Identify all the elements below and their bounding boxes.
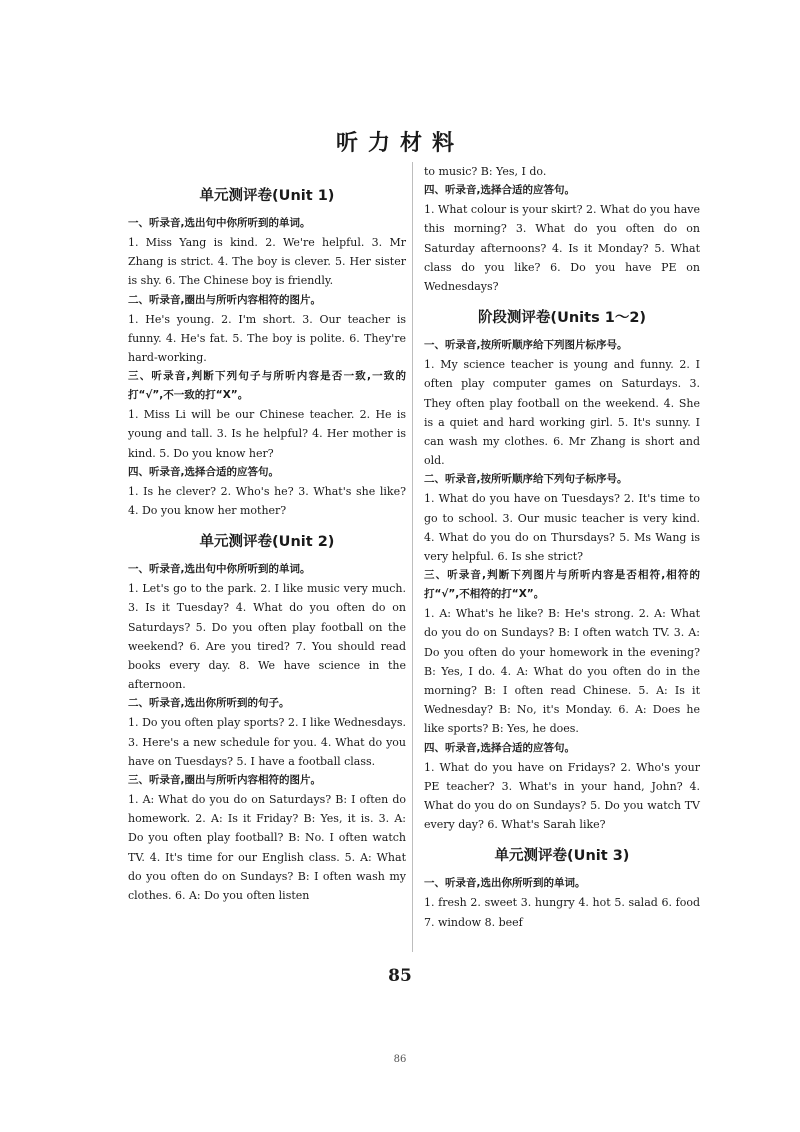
question-heading: 二、听录音,选出你所听到的句子。 [128, 697, 290, 710]
section-title: 单元测评卷(Unit 3) [494, 848, 630, 865]
question-heading: 三、听录音,圈出与所听内容相符的图片。 [128, 774, 321, 787]
transcript-paragraph: 1. A: What's he like? B: He's strong. 2. A: What do you do on Sundays? B: I often watch TV. 3. A: Do you often do your homework in the evening? B: Yes, I do. 4. A: What do you often do in the morning? B: I often read Chinese. 5. A: Is it Wednesday? B: No, it's Monday. 6. A: Does he like sports? B: Yes, he does. [424, 607, 700, 736]
transcript-paragraph: to music? B: Yes, I do. [424, 165, 547, 178]
page-title: 听力材料 [335, 131, 464, 156]
transcript-paragraph: 1. Is he clever? 2. Who's he? 3. What's she like? 4. Do you know her mother? [128, 484, 406, 518]
question-heading: 一、听录音,选出你所听到的单词。 [424, 877, 586, 890]
transcript-paragraph: 1. He's young. 2. I'm short. 3. Our teacher is funny. 4. He's fat. 5. The boy is polite. 6. They're hard-working. [128, 312, 406, 365]
transcript-paragraph: 1. Miss Yang is kind. 2. We're helpful. 3. Mr Zhang is strict. 4. The boy is clever. 5. Her sister is shy. 6. The Chinese boy is friendly. [128, 236, 406, 288]
question-heading: 三、听录音,判断下列图片与所听内容是否相符,相符的打“√”,不相符的打“X”。 [424, 569, 700, 601]
right-column [424, 162, 700, 932]
question-heading: 二、听录音,按所听顺序给下列句子标序号。 [424, 473, 628, 486]
section-title: 单元测评卷(Unit 1) [199, 188, 335, 204]
section-title: 单元测评卷(Unit 2) [199, 534, 335, 551]
transcript-paragraph: 1. fresh 2. sweet 3. hungry 4. hot 5. salad 6. food 7. window 8. beef [424, 896, 700, 929]
question-heading: 二、听录音,圈出与所听内容相符的图片。 [128, 293, 321, 306]
question-heading: 一、听录音,选出句中你所听到的单词。 [128, 563, 311, 576]
question-heading: 三、听录音,判断下列句子与所听内容是否一致,一致的打“√”,不一致的打“X”。 [128, 370, 406, 402]
scan-page-number: 86 [393, 1054, 407, 1065]
column-divider [412, 162, 413, 952]
question-heading: 四、听录音,选择合适的应答句。 [424, 741, 575, 754]
transcript-paragraph: 1. A: What do you do on Saturdays? B: I often do homework. 2. A: Is it Friday? B: Yes, it is. 3. A: Do you often play football? B: No. I often watch TV. 4. It's time for our English class. 5. A: What do you often do on Sundays? B: I often wash my clothes. 6. A: Do you often listen [128, 793, 406, 903]
question-heading: 一、听录音,选出句中你所听到的单词。 [128, 217, 311, 229]
page-number: 85 [388, 966, 412, 986]
transcript-paragraph: 1. Let's go to the park. 2. I like music very much. 3. Is it Tuesday? 4. What do you often do on Saturdays? 5. Do you often play football on the weekend? 6. Are you tired? 7. You should read books every day. 8. We have science in the afternoon. [128, 582, 406, 692]
question-heading: 四、听录音,选择合适的应答句。 [424, 184, 575, 197]
transcript-paragraph: 1. Do you often play sports? 2. I like Wednesdays. 3. Here's a new schedule for you. 4. What do you have on Tuesdays? 5. I have a football class. [128, 716, 406, 768]
transcript-paragraph: 1. My science teacher is young and funny. 2. I often play computer games on Saturdays. 3. They often play football on the weekend. 4. She is a quiet and hard working girl. 5. It's sunny. I can wash my clothes. 6. Mr Zhang is short and old. [424, 358, 700, 468]
section-title: 阶段测评卷(Units 1～2) [477, 310, 647, 327]
question-heading: 一、听录音,按所听顺序给下列图片标序号。 [424, 339, 628, 352]
transcript-paragraph: 1. What do you have on Tuesdays? 2. It's time to go to school. 3. Our music teacher is very kind. 4. What do you do on Thursdays? 5. Ms Wang is very helpful. 6. Is she strict? [424, 492, 700, 564]
question-heading: 四、听录音,选择合适的应答句。 [128, 465, 279, 478]
transcript-paragraph: 1. Miss Li will be our Chinese teacher. 2. He is young and tall. 3. Is he helpful? 4. Her mother is kind. 5. Do you know her? [128, 408, 406, 460]
transcript-paragraph: 1. What do you have on Fridays? 2. Who's your PE teacher? 3. What's in your hand, John? 4. What do you do on Sundays? 5. Do you watch TV every day? 6. What's Sarah like? [424, 760, 700, 832]
left-column [128, 162, 406, 905]
transcript-paragraph: 1. What colour is your skirt? 2. What do you have this morning? 3. What do you often do on Saturday afternoons? 4. Is it Monday? 5. What class do you like? 6. Do you have PE on Wednesdays? [424, 203, 700, 294]
